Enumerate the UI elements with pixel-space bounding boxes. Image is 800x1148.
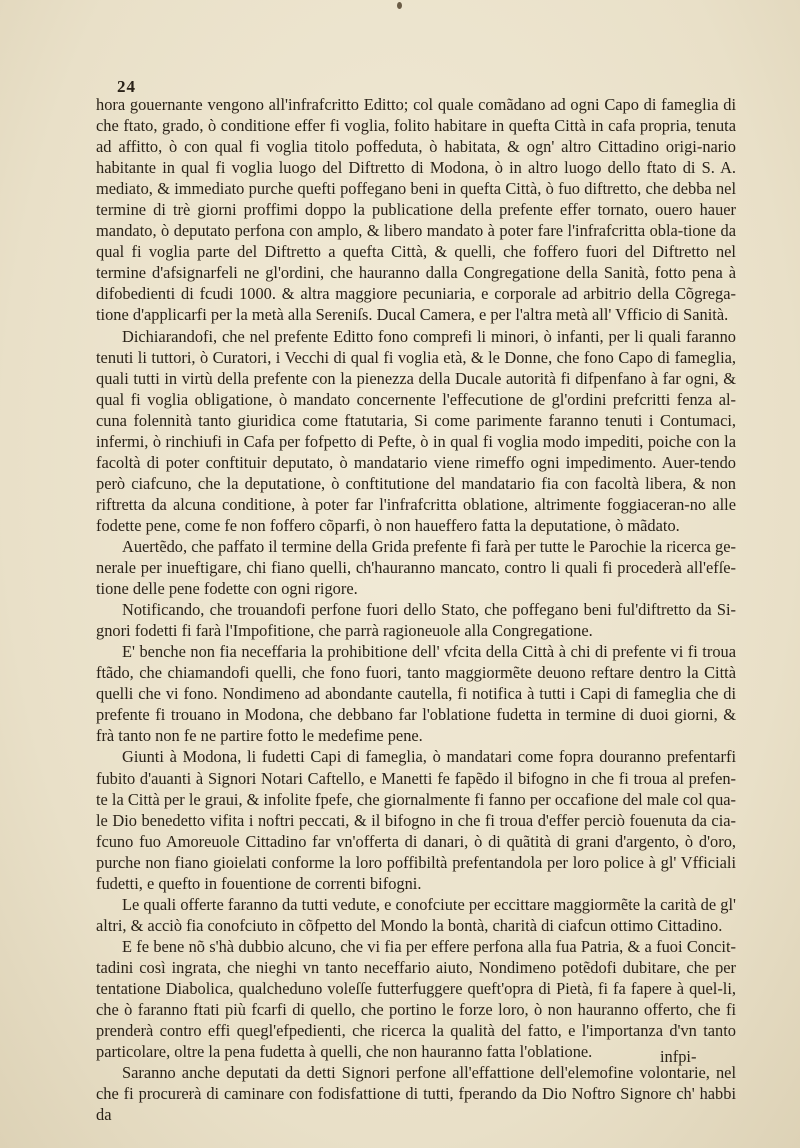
ink-spot: [397, 2, 402, 9]
paragraph-1: hora gouernante vengono all'infrafcritto Editto; col quale comãdano ad ogni Capo di fameglia di che ftato, grado, ò conditione effer fi voglia, folito habitare in quefta Città in cafa propria, tenuta ad affitto, ò con qual fi voglia titolo poffeduta, ò habitata, & ogn' altro Cittadino origi-nario habitante in qual fi voglia luogo del Diftretto di Modona, ò in altro luogo dello ftato di S. A. mediato, & immediato purche quefti poffegano beni in quefta Città, ò fuo diftretto, che debba nel termine di trè giorni proffimi doppo la publicatione della prefente effer tornato, ouero hauer mandato, ò deputato perfona con amplo, & libero mandato à poter fare l'infrafcritta obla-tione da qual fi voglia parte del Diftretto a quefta Città, & quelli, che foffero fuori del Diftretto nel termine d'afsignarfeli ne gl'ordini, che hauranno dalla Congregatione della Sanità, fotto pena à difobedienti di fcudi 1000. & altra maggiore pecuniaria, e corporale ad arbitrio della Cõgrega-tione d'applicarfi per la metà alla Sereniſs. Ducal Camera, e per l'altra metà all' Vfficio di Sanità.: [96, 95, 736, 325]
paragraph-8: E fe bene nõ s'hà dubbio alcuno, che vi fia per effere perfona alla fua Patria, & a fuoi Concit-tadini così ingrata, che nieghi vn tanto neceffario aiuto, Nondimeno potẽdofi dubitare, che per tentatione Diabolica, qualcheduno voleſſe futterfuggere queft'opra di Pietà, fi fa fapere à quel-li, che ò faranno ftati più fcarfi di quello, che portino le forze loro, ò non hauranno offerto, che fi prenderà contro effi quegl'efpedienti, che ricerca la qualità del fatto, e l'importanza d'vn tanto particolare, oltre la pena fudetta à quelli, che non hauranno fatta l'oblatione.: [96, 936, 736, 1062]
paragraph-4: Notificando, che trouandofi perfone fuori dello Stato, che poffegano beni ful'diftretto da Si-gnori fodetti fi farà l'Impofitione, che parrà ragioneuole alla Congregatione.: [96, 600, 736, 641]
page-number: 24: [117, 77, 136, 96]
paragraph-6: Giunti à Modona, li fudetti Capi di fameglia, ò mandatari come fopra douranno prefentarfi fubito d'auanti à Signori Notari Caftello, e Manetti fe fapẽdo il bifogno in che fi troua al prefen-te la Città per le graui, & infolite fpefe, che giornalmente fi fanno per occafione del male col qua-le Dio benedetto vifita i noftri peccati, & il bifogno in che fi troua d'effer perciò fouenuta da cia-fcuno fuo Amoreuole Cittadino far vn'offerta di danari, ò di quãtità di grani d'argento, ò d'oro, purche non fiano gioielati conforme la loro poffibiltà prefentandola per loro police à gl' Vfficiali fudetti, e quefto in fouentione de correnti bifogni.: [96, 747, 736, 893]
paragraph-5: E' benche non fia neceffaria la prohibitione dell' vfcita della Città à chi di prefente vi fi troua ftãdo, che chiamandofi quelli, che fono fuori, tanto maggiormẽte deuono reftare dentro la Città quelli che vi fono. Nondimeno ad abondante cautella, fi notifica à tutti i Capi di fameglia che di prefente fi trouano in Modona, che debbano far l'oblatione fudetta in termine di duoi giorni, & frà tanto non fe ne partire fotto le medefime pene.: [96, 642, 736, 746]
paragraph-3: Auertẽdo, che paffato il termine della Grida prefente fi farà per tutte le Parochie la ricerca ge-nerale per inueftigare, chi fiano quelli, ch'hauranno mancato, contro li quali fi procederà all'efſe-tione delle pene fodette con ogni rigore.: [96, 536, 736, 599]
paragraph-9: Saranno anche deputati da detti Signori perfone all'effattione dell'elemofine volontarie, nel che fi procurerà di caminare con fodisfattione di tutti, fperando da Dio Noftro Signore ch' habbi da: [96, 1063, 736, 1125]
paragraph-2: Dichiarandofi, che nel prefente Editto fono comprefi li minori, ò infanti, per li quali faranno tenuti li tuttori, ò Curatori, i Vecchi di qual fi voglia età, & le Donne, che fono Capo di fameglia, quali tutti in virtù della prefente con la pienezza della Ducale autorità fi difpenfano à far ogni, & qual fi voglia obligatione, ò mandato concernente l'effecutione de gl'ordini prefcritti fenza al-cuna folennità tanto giuridica come ftatutaria, Si come parimente faranno tenuti i Contumaci, infermi, ò rinchiufi in Cafa per fofpetto di Pefte, ò in qual fi voglia modo impediti, poiche con la facoltà di poter conftituir deputato, ò mandatario viene rimeffo ogni impedimento. Auer-tendo però ciafcuno, che la deputatione, ò conftitutione del mandatario fia con facoltà libera, & non riftretta da alcuna conditione, à poter far l'infrafcritta oblatione, altrimente foggiaceran-no alle fodette pene, come fe non foffero cõparfi, ò non haueffero fatta la deputatione, ò mãdato.: [96, 326, 736, 535]
paragraph-7: Le quali offerte faranno da tutti vedute, e conofciute per eccittare maggiormẽte la carità de gl' altri, & acciò fia conofciuto in cõfpetto del Mondo la bontà, charità di ciafcun ottimo Cittadino.: [96, 894, 736, 935]
body-text: [96, 94, 736, 1125]
catchword: infpi-: [660, 1047, 697, 1066]
